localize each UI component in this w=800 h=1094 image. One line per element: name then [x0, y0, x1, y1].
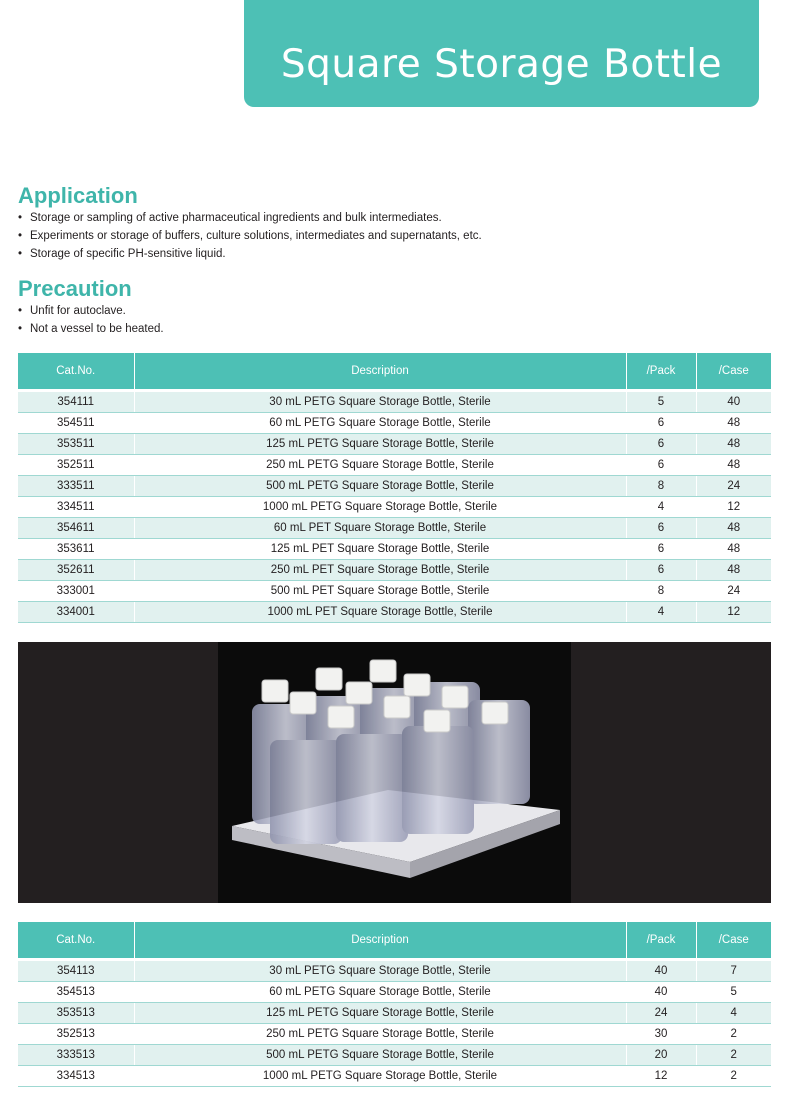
cell-cat-no: 354511 — [18, 413, 134, 434]
cell-pack: 5 — [626, 392, 696, 413]
cell-cat-no: 354113 — [18, 961, 134, 982]
table-header-row — [18, 353, 771, 389]
cell-description: 1000 mL PETG Square Storage Bottle, Sterile — [134, 1066, 626, 1087]
cell-description: 60 mL PET Square Storage Bottle, Sterile — [134, 518, 626, 539]
cell-case: 24 — [696, 476, 771, 497]
cell-description: 30 mL PETG Square Storage Bottle, Sterile — [134, 392, 626, 413]
cell-case: 2 — [696, 1024, 771, 1045]
column-header-case: /Case — [696, 353, 771, 389]
cell-case: 12 — [696, 497, 771, 518]
cell-pack: 30 — [626, 1024, 696, 1045]
table-row — [18, 982, 771, 1003]
cell-case: 40 — [696, 392, 771, 413]
table-row — [18, 392, 771, 413]
cell-cat-no: 333511 — [18, 476, 134, 497]
cell-cat-no: 353611 — [18, 539, 134, 560]
cell-case: 5 — [696, 982, 771, 1003]
cell-pack: 6 — [626, 455, 696, 476]
product-table-single — [18, 353, 771, 623]
table-row — [18, 1003, 771, 1024]
cell-description: 30 mL PETG Square Storage Bottle, Sterile — [134, 961, 626, 982]
cell-description: 125 mL PETG Square Storage Bottle, Sterile — [134, 1003, 626, 1024]
column-header-cat-no: Cat.No. — [18, 353, 134, 389]
cell-case: 48 — [696, 560, 771, 581]
cell-pack: 6 — [626, 539, 696, 560]
cell-pack: 12 — [626, 1066, 696, 1087]
table-row — [18, 961, 771, 982]
cell-case: 24 — [696, 581, 771, 602]
column-header-cat-no: Cat.No. — [18, 922, 134, 958]
product-photo — [18, 642, 771, 903]
table-row — [18, 602, 771, 623]
column-header-description: Description — [134, 922, 626, 958]
table-row — [18, 413, 771, 434]
cell-cat-no: 333001 — [18, 581, 134, 602]
cell-case: 12 — [696, 602, 771, 623]
cell-pack: 6 — [626, 413, 696, 434]
list-item: • Not a vessel to be heated. — [18, 320, 164, 338]
application-heading: Application — [18, 183, 138, 208]
cell-cat-no: 353511 — [18, 434, 134, 455]
column-header-description: Description — [134, 353, 626, 389]
table-header-row — [18, 922, 771, 958]
cell-pack: 6 — [626, 434, 696, 455]
cell-pack: 24 — [626, 1003, 696, 1024]
cell-description: 250 mL PET Square Storage Bottle, Sterile — [134, 560, 626, 581]
cell-description: 250 mL PETG Square Storage Bottle, Sterile — [134, 455, 626, 476]
cell-case: 4 — [696, 1003, 771, 1024]
cell-description: 250 mL PETG Square Storage Bottle, Sterile — [134, 1024, 626, 1045]
cell-cat-no: 354611 — [18, 518, 134, 539]
page-title: Square Storage Bottle — [280, 42, 723, 87]
bottle-tray-illustration — [218, 642, 571, 903]
cell-description: 500 mL PETG Square Storage Bottle, Sterile — [134, 476, 626, 497]
cell-pack: 8 — [626, 581, 696, 602]
application-list — [18, 209, 482, 263]
cell-case: 48 — [696, 455, 771, 476]
list-item: • Storage of specific PH-sensitive liquid. — [18, 245, 482, 263]
cell-pack: 20 — [626, 1045, 696, 1066]
cell-description: 500 mL PETG Square Storage Bottle, Sterile — [134, 1045, 626, 1066]
cell-description: 125 mL PET Square Storage Bottle, Sterile — [134, 539, 626, 560]
precaution-list — [18, 302, 164, 338]
cell-case: 48 — [696, 434, 771, 455]
table-row — [18, 518, 771, 539]
cell-cat-no: 334511 — [18, 497, 134, 518]
table-row — [18, 455, 771, 476]
cell-description: 60 mL PETG Square Storage Bottle, Sterile — [134, 982, 626, 1003]
cell-cat-no: 352513 — [18, 1024, 134, 1045]
table-row — [18, 560, 771, 581]
cell-cat-no: 352511 — [18, 455, 134, 476]
cell-cat-no: 354513 — [18, 982, 134, 1003]
column-header-pack: /Pack — [626, 353, 696, 389]
cell-case: 2 — [696, 1045, 771, 1066]
table-row — [18, 581, 771, 602]
list-item: • Experiments or storage of buffers, culture solutions, intermediates and supernatants, etc. — [18, 227, 482, 245]
product-table-bulk — [18, 922, 771, 1087]
column-header-case: /Case — [696, 922, 771, 958]
cell-cat-no: 334513 — [18, 1066, 134, 1087]
cell-pack: 4 — [626, 497, 696, 518]
cell-cat-no: 352611 — [18, 560, 134, 581]
cell-cat-no: 354111 — [18, 392, 134, 413]
list-item: • Unfit for autoclave. — [18, 302, 164, 320]
cell-case: 48 — [696, 413, 771, 434]
table-row — [18, 539, 771, 560]
cell-description: 125 mL PETG Square Storage Bottle, Sterile — [134, 434, 626, 455]
cell-pack: 8 — [626, 476, 696, 497]
table-row — [18, 497, 771, 518]
title-banner — [244, 0, 759, 107]
cell-case: 2 — [696, 1066, 771, 1087]
cell-description: 500 mL PET Square Storage Bottle, Sterile — [134, 581, 626, 602]
cell-pack: 4 — [626, 602, 696, 623]
list-item: • Storage or sampling of active pharmaceutical ingredients and bulk intermediates. — [18, 209, 482, 227]
cell-cat-no: 353513 — [18, 1003, 134, 1024]
cell-cat-no: 333513 — [18, 1045, 134, 1066]
cell-case: 48 — [696, 518, 771, 539]
table-row — [18, 1066, 771, 1087]
cell-pack: 40 — [626, 961, 696, 982]
table-row — [18, 476, 771, 497]
table-row — [18, 1024, 771, 1045]
precaution-heading: Precaution — [18, 276, 132, 301]
cell-case: 7 — [696, 961, 771, 982]
cell-pack: 6 — [626, 560, 696, 581]
cell-description: 1000 mL PETG Square Storage Bottle, Sterile — [134, 497, 626, 518]
column-header-pack: /Pack — [626, 922, 696, 958]
cell-description: 60 mL PETG Square Storage Bottle, Sterile — [134, 413, 626, 434]
cell-description: 1000 mL PET Square Storage Bottle, Sterile — [134, 602, 626, 623]
cell-cat-no: 334001 — [18, 602, 134, 623]
table-row — [18, 434, 771, 455]
table-row — [18, 1045, 771, 1066]
cell-case: 48 — [696, 539, 771, 560]
cell-pack: 40 — [626, 982, 696, 1003]
cell-pack: 6 — [626, 518, 696, 539]
